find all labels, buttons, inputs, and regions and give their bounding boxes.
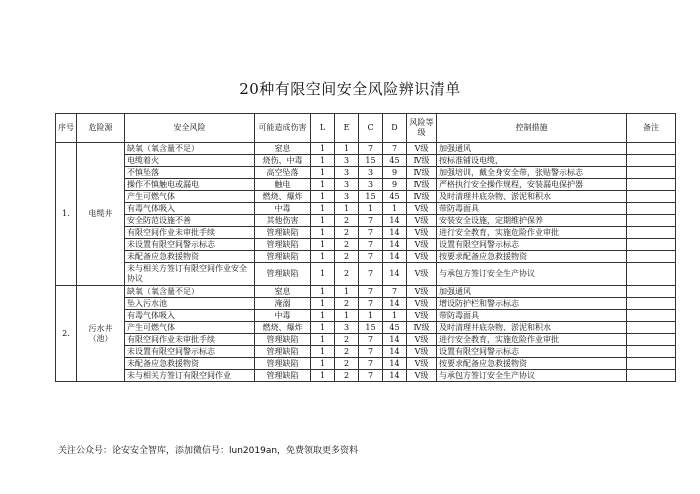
d-cell: 7 [383,286,407,298]
e-cell: 2 [335,239,359,251]
risk-cell: 安全防范设施不善 [125,215,255,227]
remarks-cell [627,179,676,191]
d-cell: 9 [383,167,407,179]
d-cell: 14 [383,334,407,346]
header-d: D [383,114,407,143]
l-cell: 1 [311,358,335,370]
c-cell: 7 [359,370,383,382]
measure-cell: 安装安全设施，定期维护保养 [437,215,627,227]
table-row [56,203,676,215]
e-cell: 2 [335,346,359,358]
l-cell: 1 [311,143,335,155]
level-cell: Ⅳ级 [407,167,437,179]
e-cell: 3 [335,155,359,167]
measure-cell: 进行安全教育，实施危险作业审批 [437,334,627,346]
l-cell: 1 [311,310,335,322]
level-cell: Ⅴ级 [407,143,437,155]
header-remarks: 备注 [627,114,676,143]
c-cell: 3 [359,179,383,191]
harm-cell: 管理缺陷 [255,251,311,263]
l-cell: 1 [311,191,335,203]
remarks-cell [627,358,676,370]
measure-cell: 严格执行安全操作规程，安装漏电保护器 [437,179,627,191]
c-cell: 7 [359,215,383,227]
d-cell: 14 [383,227,407,239]
level-cell: Ⅴ级 [407,203,437,215]
risk-cell: 未设置有限空间警示标志 [125,346,255,358]
c-cell: 7 [359,298,383,310]
d-cell: 7 [383,143,407,155]
level-cell: Ⅴ级 [407,346,437,358]
table-header-row [56,114,676,143]
table-row [56,251,676,263]
harm-cell: 管理缺陷 [255,370,311,382]
d-cell: 14 [383,251,407,263]
c-cell: 7 [359,263,383,286]
harm-cell: 管理缺陷 [255,346,311,358]
remarks-cell [627,143,676,155]
remarks-cell [627,263,676,286]
e-cell: 3 [335,191,359,203]
remarks-cell [627,370,676,382]
level-cell: Ⅴ级 [407,334,437,346]
level-cell: Ⅳ级 [407,191,437,203]
c-cell: 7 [359,358,383,370]
measure-cell: 增设防护栏和警示标志 [437,298,627,310]
e-cell: 1 [335,203,359,215]
e-cell: 2 [335,227,359,239]
harm-cell: 管理缺陷 [255,263,311,286]
l-cell: 1 [311,298,335,310]
harm-cell: 触电 [255,179,311,191]
measure-cell: 与承包方签订安全生产协议 [437,370,627,382]
c-cell: 7 [359,251,383,263]
level-cell: Ⅴ级 [407,227,437,239]
risk-cell: 操作不慎触电或漏电 [125,179,255,191]
risk-cell: 未配备应急救援物资 [125,251,255,263]
e-cell: 2 [335,358,359,370]
risk-cell: 产生可燃气体 [125,191,255,203]
d-cell: 1 [383,310,407,322]
d-cell: 14 [383,298,407,310]
table-row [56,310,676,322]
d-cell: 14 [383,263,407,286]
c-cell: 1 [359,203,383,215]
risk-cell: 未与相关方签订有限空间作业 [125,370,255,382]
table-row [56,167,676,179]
l-cell: 1 [311,227,335,239]
remarks-cell [627,239,676,251]
remarks-cell [627,215,676,227]
header-hazard-source: 危险源 [77,114,125,143]
risk-cell: 不慎坠落 [125,167,255,179]
header-risk: 安全风险 [125,114,255,143]
c-cell: 15 [359,191,383,203]
d-cell: 14 [383,358,407,370]
c-cell: 7 [359,143,383,155]
document-title: 20种有限空间安全风险辨识清单 [239,80,461,98]
measure-cell: 加强通风 [437,143,627,155]
risk-cell: 缺氧（氧含量不足） [125,143,255,155]
header-seq: 序号 [56,114,77,143]
measure-cell: 及时清理井底杂物、淤泥和积水 [437,322,627,334]
level-cell: Ⅴ级 [407,239,437,251]
remarks-cell [627,191,676,203]
remarks-cell [627,310,676,322]
l-cell: 1 [311,346,335,358]
level-cell: Ⅴ级 [407,263,437,286]
remarks-cell [627,334,676,346]
remarks-cell [627,251,676,263]
harm-cell: 淹溺 [255,298,311,310]
level-cell: Ⅴ级 [407,358,437,370]
table-row [56,334,676,346]
l-cell: 1 [311,167,335,179]
header-c: C [359,114,383,143]
c-cell: 15 [359,322,383,334]
table-row [56,155,676,167]
l-cell: 1 [311,334,335,346]
remarks-cell [627,298,676,310]
risk-cell: 有毒气体吸入 [125,310,255,322]
table-row [56,215,676,227]
harm-cell: 管理缺陷 [255,239,311,251]
risk-cell: 未设置有限空间警示标志 [125,239,255,251]
c-cell: 15 [359,155,383,167]
d-cell: 14 [383,215,407,227]
risk-cell: 有限空间作业未审批手续 [125,334,255,346]
e-cell: 3 [335,322,359,334]
group-seq: 2. [56,286,77,382]
header-harm: 可能造成伤害 [255,114,311,143]
harm-cell: 烧伤、中毒 [255,155,311,167]
l-cell: 1 [311,286,335,298]
harm-cell: 管理缺陷 [255,227,311,239]
table-row [56,346,676,358]
risk-cell: 产生可燃气体 [125,322,255,334]
harm-cell: 燃烧、爆炸 [255,191,311,203]
harm-cell: 其他伤害 [255,215,311,227]
measure-cell: 设置有限空间警示标志 [437,346,627,358]
level-cell: Ⅴ级 [407,251,437,263]
measure-cell: 带防毒面具 [437,203,627,215]
harm-cell: 中毒 [255,203,311,215]
measure-cell: 加强培训，戴全身安全带，张贴警示标志 [437,167,627,179]
risk-cell: 坠入污水池 [125,298,255,310]
table-row [56,358,676,370]
level-cell: Ⅳ级 [407,155,437,167]
l-cell: 1 [311,239,335,251]
footer-note: 关注公众号：论安安全智库，添加微信号：lun2019an，免费领取更多资料 [58,446,359,456]
measure-cell: 进行安全教育，实施危险作业审批 [437,227,627,239]
table-body [56,143,676,382]
table-row [56,298,676,310]
harm-cell: 窒息 [255,286,311,298]
c-cell: 7 [359,239,383,251]
harm-cell: 管理缺陷 [255,358,311,370]
remarks-cell [627,203,676,215]
risk-cell: 未与相关方签订有限空间作业安全协议 [125,263,255,286]
risk-cell: 电缆着火 [125,155,255,167]
l-cell: 1 [311,203,335,215]
level-cell: Ⅴ级 [407,298,437,310]
e-cell: 2 [335,251,359,263]
e-cell: 2 [335,215,359,227]
table-row [56,239,676,251]
remarks-cell [627,155,676,167]
risk-cell: 未配备应急救援物资 [125,358,255,370]
c-cell: 7 [359,346,383,358]
measure-cell: 加强通风 [437,286,627,298]
level-cell: Ⅴ级 [407,310,437,322]
d-cell: 45 [383,191,407,203]
header-e: E [335,114,359,143]
level-cell: Ⅴ级 [407,215,437,227]
e-cell: 2 [335,263,359,286]
e-cell: 3 [335,167,359,179]
e-cell: 1 [335,286,359,298]
measure-cell: 与承包方签订安全生产协议 [437,263,627,286]
measure-cell: 设置有限空间警示标志 [437,239,627,251]
table-row [56,227,676,239]
l-cell: 1 [311,370,335,382]
l-cell: 1 [311,179,335,191]
e-cell: 3 [335,179,359,191]
harm-cell: 中毒 [255,310,311,322]
remarks-cell [627,167,676,179]
level-cell: Ⅴ级 [407,370,437,382]
d-cell: 1 [383,203,407,215]
group-hazard-source: 污水井（池） [77,286,125,382]
e-cell: 2 [335,370,359,382]
risk-cell: 有限空间作业未审批手续 [125,227,255,239]
remarks-cell [627,227,676,239]
table-row [56,179,676,191]
c-cell: 7 [359,286,383,298]
header-level: 风险等级 [407,114,437,143]
table-row [56,286,676,298]
d-cell: 9 [383,179,407,191]
e-cell: 2 [335,298,359,310]
risk-cell: 有毒气体吸入 [125,203,255,215]
level-cell: Ⅳ级 [407,179,437,191]
e-cell: 1 [335,310,359,322]
harm-cell: 高空坠落 [255,167,311,179]
d-cell: 45 [383,322,407,334]
remarks-cell [627,286,676,298]
measure-cell: 带防毒面具 [437,310,627,322]
table-row [56,191,676,203]
l-cell: 1 [311,263,335,286]
risk-cell: 缺氧（氧含量不足） [125,286,255,298]
l-cell: 1 [311,155,335,167]
c-cell: 7 [359,334,383,346]
header-measures: 控制措施 [437,114,627,143]
harm-cell: 窒息 [255,143,311,155]
e-cell: 2 [335,334,359,346]
header-l: L [311,114,335,143]
measure-cell: 按要求配备应急救援物资 [437,358,627,370]
table-row [56,143,676,155]
d-cell: 14 [383,239,407,251]
table-row [56,322,676,334]
group-seq: 1. [56,143,77,286]
measure-cell: 按标准铺设电缆， [437,155,627,167]
level-cell: Ⅳ级 [407,322,437,334]
l-cell: 1 [311,322,335,334]
d-cell: 45 [383,155,407,167]
l-cell: 1 [311,215,335,227]
e-cell: 1 [335,143,359,155]
remarks-cell [627,322,676,334]
l-cell: 1 [311,251,335,263]
risk-table [55,113,676,382]
d-cell: 14 [383,346,407,358]
d-cell: 14 [383,370,407,382]
table-row [56,263,676,286]
table-row [56,370,676,382]
c-cell: 1 [359,310,383,322]
remarks-cell [627,346,676,358]
level-cell: Ⅴ级 [407,286,437,298]
measure-cell: 按要求配备应急救援物资 [437,251,627,263]
group-hazard-source: 电缆井 [77,143,125,286]
measure-cell: 及时清理井底杂物、淤泥和积水 [437,191,627,203]
harm-cell: 燃烧、爆炸 [255,322,311,334]
harm-cell: 管理缺陷 [255,334,311,346]
c-cell: 3 [359,167,383,179]
c-cell: 7 [359,227,383,239]
